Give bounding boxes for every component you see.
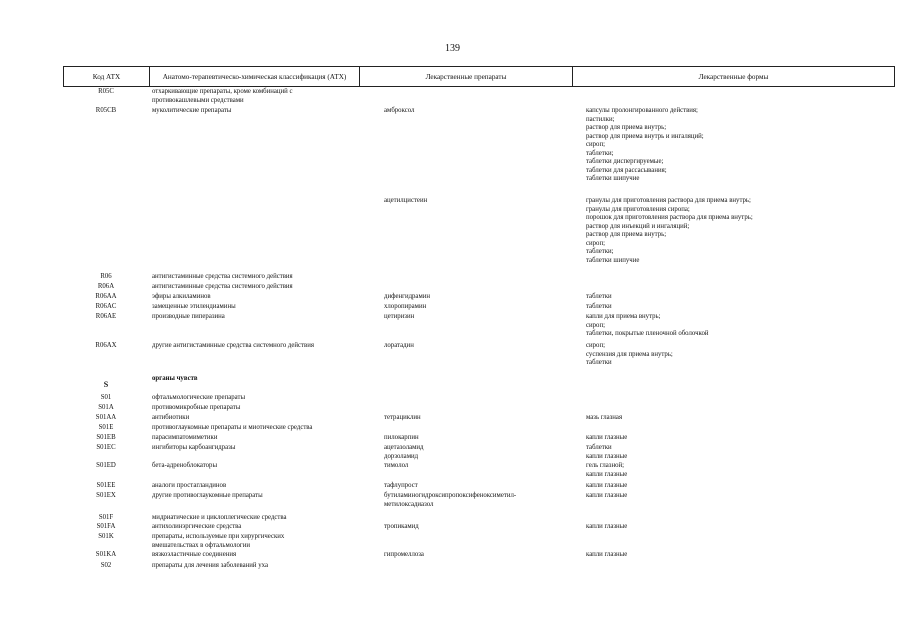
dosage-forms-line: таблетки для рассасывания; [586,166,667,174]
atc-name-line: вмешательствах в офтальмологии [152,541,250,549]
atc-name-line: другие противоглаукомные препараты [152,492,263,499]
drug-name-line: тетрациклин [384,414,421,421]
dosage-forms-line: гель глазной; [586,462,625,469]
atc-name-line: антибиотики [152,414,190,421]
atc-name-line: бета-адреноблокаторы [152,462,218,469]
dosage-forms [586,414,886,423]
dosage-forms [586,342,886,368]
atc-name [152,313,364,322]
dosage-forms-line: таблетки [586,303,612,310]
atc-name [152,482,364,491]
atc-name [152,88,364,105]
table-header [63,66,895,87]
dosage-forms-line: суспензия для приема внутрь; [586,350,673,358]
dosage-forms-line: раствор для приема внутрь; [586,231,667,238]
drug-name [384,342,584,351]
dosage-forms [586,303,886,312]
drug-name-line: ацетазоламид [384,444,424,451]
drug-name [384,303,584,312]
atc-name [152,551,364,560]
drug-name-line: тропикамид [384,523,419,530]
atc-code: R06 [100,273,112,280]
header-code: Код АТХ [64,67,150,86]
drug-name-line: цетиризин [384,313,415,320]
dosage-forms-line: капли глазные [586,470,628,478]
drug-name-line: бутиламиногидроксипропоксифеноксиметил- [384,492,517,499]
drug-name-line: лоратадин [384,342,414,349]
atc-name [152,303,364,312]
atc-name-line: аналоги простагландинов [152,482,227,489]
atc-name [152,444,364,453]
dosage-forms-line: сироп; [586,239,605,247]
atc-name-line: антигистаминные средства системного действия [152,273,293,280]
atc-name [152,293,364,302]
dosage-forms [586,434,886,443]
atc-name [152,394,364,403]
atc-name [152,514,364,523]
atc-name-line: отхаркивающие препараты, кроме комбинаций с [152,88,293,95]
dosage-forms [586,197,886,265]
atc-name [152,404,364,413]
dosage-forms-line: таблетки шипучие [586,175,640,182]
atc-code: R05CB [95,107,117,114]
dosage-forms-line: капли глазные [586,523,628,530]
dosage-forms [586,523,886,532]
dosage-forms-line: таблетки, покрытые пленочной оболочкой [586,330,709,337]
atc-name-line: антихолинэргические средства [152,523,242,530]
atc-name-line: противомикробные препараты [152,404,241,411]
drug-name [384,434,584,443]
atc-code: S01EC [96,444,116,451]
drug-name [384,313,584,322]
atc-code: R06A [97,283,115,290]
drug-name-line: метилоксадиазол [384,500,434,508]
atc-code: S02 [100,562,112,569]
atc-name [152,434,364,443]
atc-name-line: муколитические препараты [152,107,232,114]
dosage-forms-line: раствор для инъекций и ингаляций; [586,222,690,230]
atc-code: R05C [98,88,114,95]
dosage-forms-line: порошок для приготовления раствора для приема внутрь; [586,214,753,221]
drug-name [384,462,584,471]
atc-name-line: препараты, используемые при хирургических [152,533,285,540]
dosage-forms-line: таблетки [586,444,612,451]
dosage-forms-line: таблетки шипучие [586,256,640,264]
atc-code: S01K [98,533,114,540]
atc-code: S01EB [96,434,116,441]
drug-name-line: хлоропирамин [384,303,427,310]
drug-name [384,523,584,532]
atc-name [152,492,364,501]
atc-name-line: антигистаминные средства системного действия [152,283,293,290]
dosage-forms [586,462,886,479]
atc-code: R06AX [95,342,117,349]
dosage-forms-line: капли глазные [586,482,628,489]
dosage-forms-line: таблетки диспергируемые; [586,158,664,165]
atc-name-line: эфиры алкиламинов [152,293,211,300]
dosage-forms-line: капли для приема внутрь; [586,313,661,320]
header-drugs: Лекарственные препараты [360,67,573,86]
dosage-forms-line: капли глазные [586,492,628,499]
dosage-forms-line: капсулы пролонгированного действия; [586,107,698,114]
dosage-forms-line: гранулы для приготовления раствора для приема внутрь; [586,197,751,204]
dosage-forms-line: таблетки [586,359,612,366]
dosage-forms-line: таблетки; [586,248,614,255]
dosage-forms [586,444,886,461]
dosage-forms-line: мазь глазная [586,414,623,421]
dosage-forms-line: раствор для приема внутрь и ингаляций; [586,132,704,140]
dosage-forms-line: пастилки; [586,115,615,123]
dosage-forms [586,492,886,501]
atc-code: S01F [98,514,114,521]
atc-name [152,414,364,423]
atc-name-line: органы чувств [152,375,198,382]
drug-name [384,293,584,302]
drug-name-line: амброксол [384,107,415,114]
page-number: 139 [445,43,460,54]
atc-name [152,375,364,384]
atc-name [152,424,364,433]
dosage-forms-line: сироп; [586,141,605,148]
dosage-forms [586,293,886,302]
drug-name-line: пилокарпин [384,434,419,441]
dosage-forms [586,107,886,184]
dosage-forms-line: таблетки; [586,149,614,157]
atc-name-line: производные пиперазина [152,313,225,320]
atc-code: S01AA [95,414,117,421]
drug-name-line: тимолол [384,462,409,469]
atc-name [152,107,364,116]
dosage-forms-line: сироп; [586,342,605,349]
dosage-forms [586,482,886,491]
atc-name [152,283,364,292]
drug-name [384,107,584,116]
header-forms: Лекарственные формы [698,72,769,81]
atc-name-line: противоглаукомные препараты и миотические средства [152,424,313,431]
atc-code: S01EX [96,492,116,499]
drug-name [384,482,584,491]
atc-code: R06AA [95,293,117,300]
drug-name [384,551,584,560]
atc-code: R06AC [95,303,117,310]
drug-name [384,444,584,461]
dosage-forms-line: сироп; [586,321,605,329]
atc-code: S01KA [95,551,117,558]
atc-name [152,462,364,471]
atc-name-line: парасимпатомиметики [152,434,218,441]
dosage-forms-line: капли глазные [586,551,628,558]
atc-name [152,533,364,550]
header-atc: Анатомо-терапевтическо-химическая классификация (АТХ) [150,67,360,86]
atc-code: S [103,380,109,389]
atc-name-line: ингибиторы карбоангидразы [152,444,236,451]
dosage-forms-line: капли глазные [586,452,628,460]
drug-name-line: тафлупрост [384,482,418,489]
atc-code: S01EE [96,482,116,489]
atc-name-line: противокашлевыми средствами [152,96,244,104]
drug-name [384,197,584,206]
atc-name [152,562,364,571]
atc-name [152,523,364,532]
atc-name-line: препараты для лечения заболеваний уха [152,562,268,569]
drug-name [384,492,584,509]
atc-code: S01 [100,394,112,401]
atc-code: S01A [98,404,114,411]
dosage-forms-line: раствор для приема внутрь; [586,124,667,131]
dosage-forms-line: капли глазные [586,434,628,441]
drug-name-line: ацетилцистеин [384,197,428,204]
drug-name-line: гипромеллоза [384,551,424,558]
atc-name-line: мидриатические и циклоплегические средства [152,514,287,521]
dosage-forms-line: таблетки [586,293,612,300]
drug-name-line: дифенгидрамин [384,293,431,300]
atc-name-line: офтальмологические препараты [152,394,246,401]
drug-name [384,414,584,423]
dosage-forms [586,313,886,339]
atc-code: S01E [98,424,114,431]
atc-name [152,342,364,351]
atc-name-line: замещенные этилендиамины [152,303,236,310]
atc-name-line: другие антигистаминные средства системного действия [152,342,314,349]
atc-name-line: вязкоэластичные соединения [152,551,237,558]
dosage-forms-line: гранулы для приготовления сиропа; [586,205,690,213]
drug-name-line: дорзоламид [384,452,419,460]
atc-code: S01FA [96,523,116,530]
atc-code: R06AE [95,313,117,320]
dosage-forms [586,551,886,560]
atc-name [152,273,364,282]
atc-code: S01ED [96,462,116,469]
